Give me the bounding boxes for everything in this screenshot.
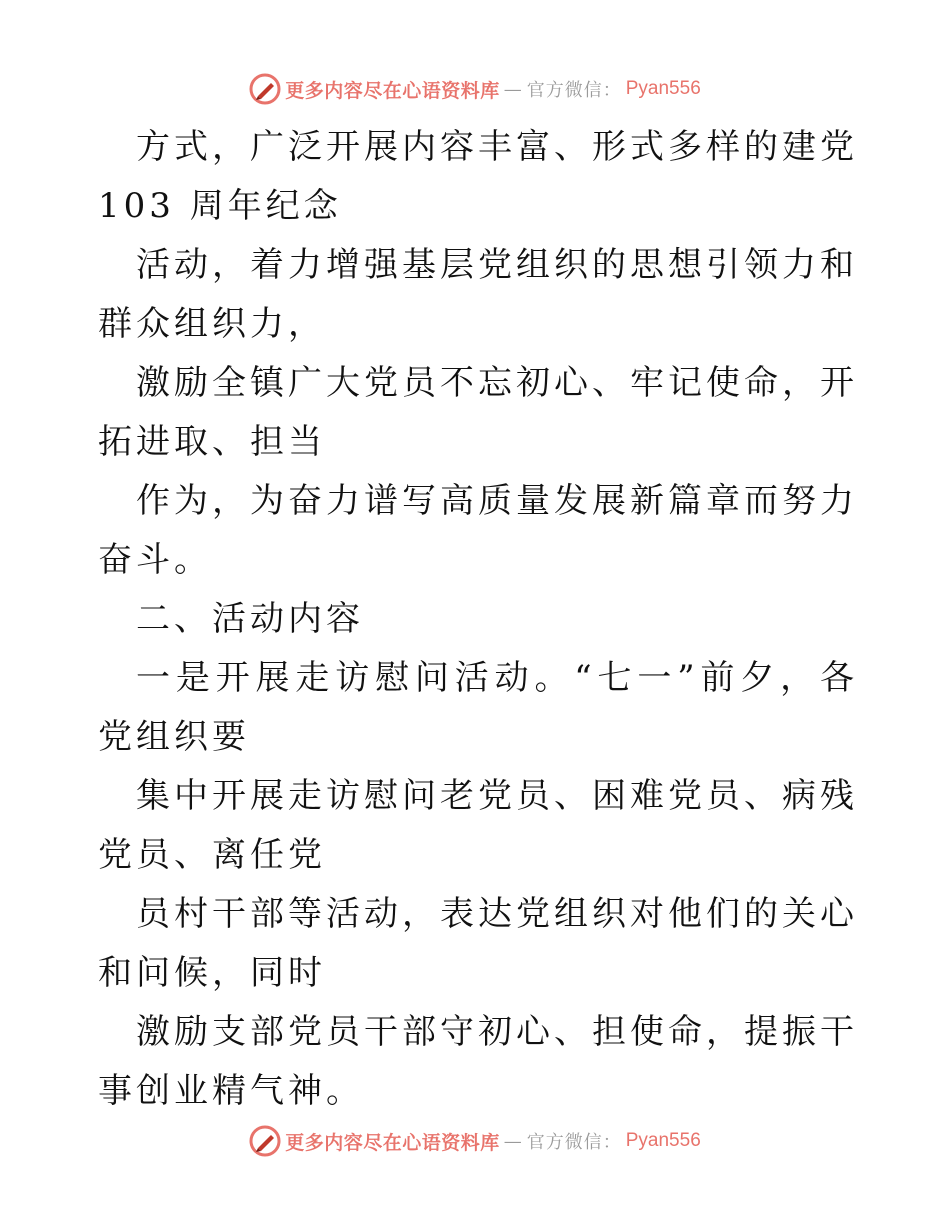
- paragraph: 一是开展走访慰问活动。“七一”前夕，各党组织要: [98, 658, 858, 757]
- banner-wechat-id: Pyan556: [625, 1130, 701, 1151]
- banner-official-label: 官方微信：: [526, 1132, 622, 1153]
- section-heading: 二、活动内容: [136, 599, 364, 639]
- banner-main-text: 更多内容尽在心语资料库: [285, 1131, 500, 1154]
- footer-banner: [0, 1124, 950, 1158]
- paragraph: 作为，为奋力谱写高质量发展新篇章而努力奋斗。: [98, 481, 858, 580]
- banner-wechat-id: Pyan556: [625, 78, 701, 99]
- paragraph: 员村干部等活动，表达党组织对他们的关心和问候，同时: [98, 894, 858, 993]
- banner-official-label: 官方微信：: [526, 80, 622, 101]
- document-body: [98, 118, 858, 1121]
- red-pen-seal-icon: [249, 1125, 281, 1157]
- paragraph: 活动，着力增强基层党组织的思想引领力和群众组织力，: [98, 245, 858, 344]
- header-banner: [0, 72, 950, 106]
- banner-separator: —: [503, 78, 523, 100]
- red-pen-seal-icon: [249, 73, 281, 105]
- banner-main-text: 更多内容尽在心语资料库: [285, 79, 500, 102]
- paragraph: 激励支部党员干部守初心、担使命，提振干事创业精气神。: [98, 1012, 858, 1111]
- paragraph: 集中开展走访慰问老党员、困难党员、病残党员、离任党: [98, 776, 858, 875]
- paragraph: 激励全镇广大党员不忘初心、牢记使命，开拓进取、担当: [98, 363, 858, 462]
- banner-separator: —: [503, 1130, 523, 1152]
- paragraph: 方式，广泛开展内容丰富、形式多样的建党 103 周年纪念: [98, 127, 858, 226]
